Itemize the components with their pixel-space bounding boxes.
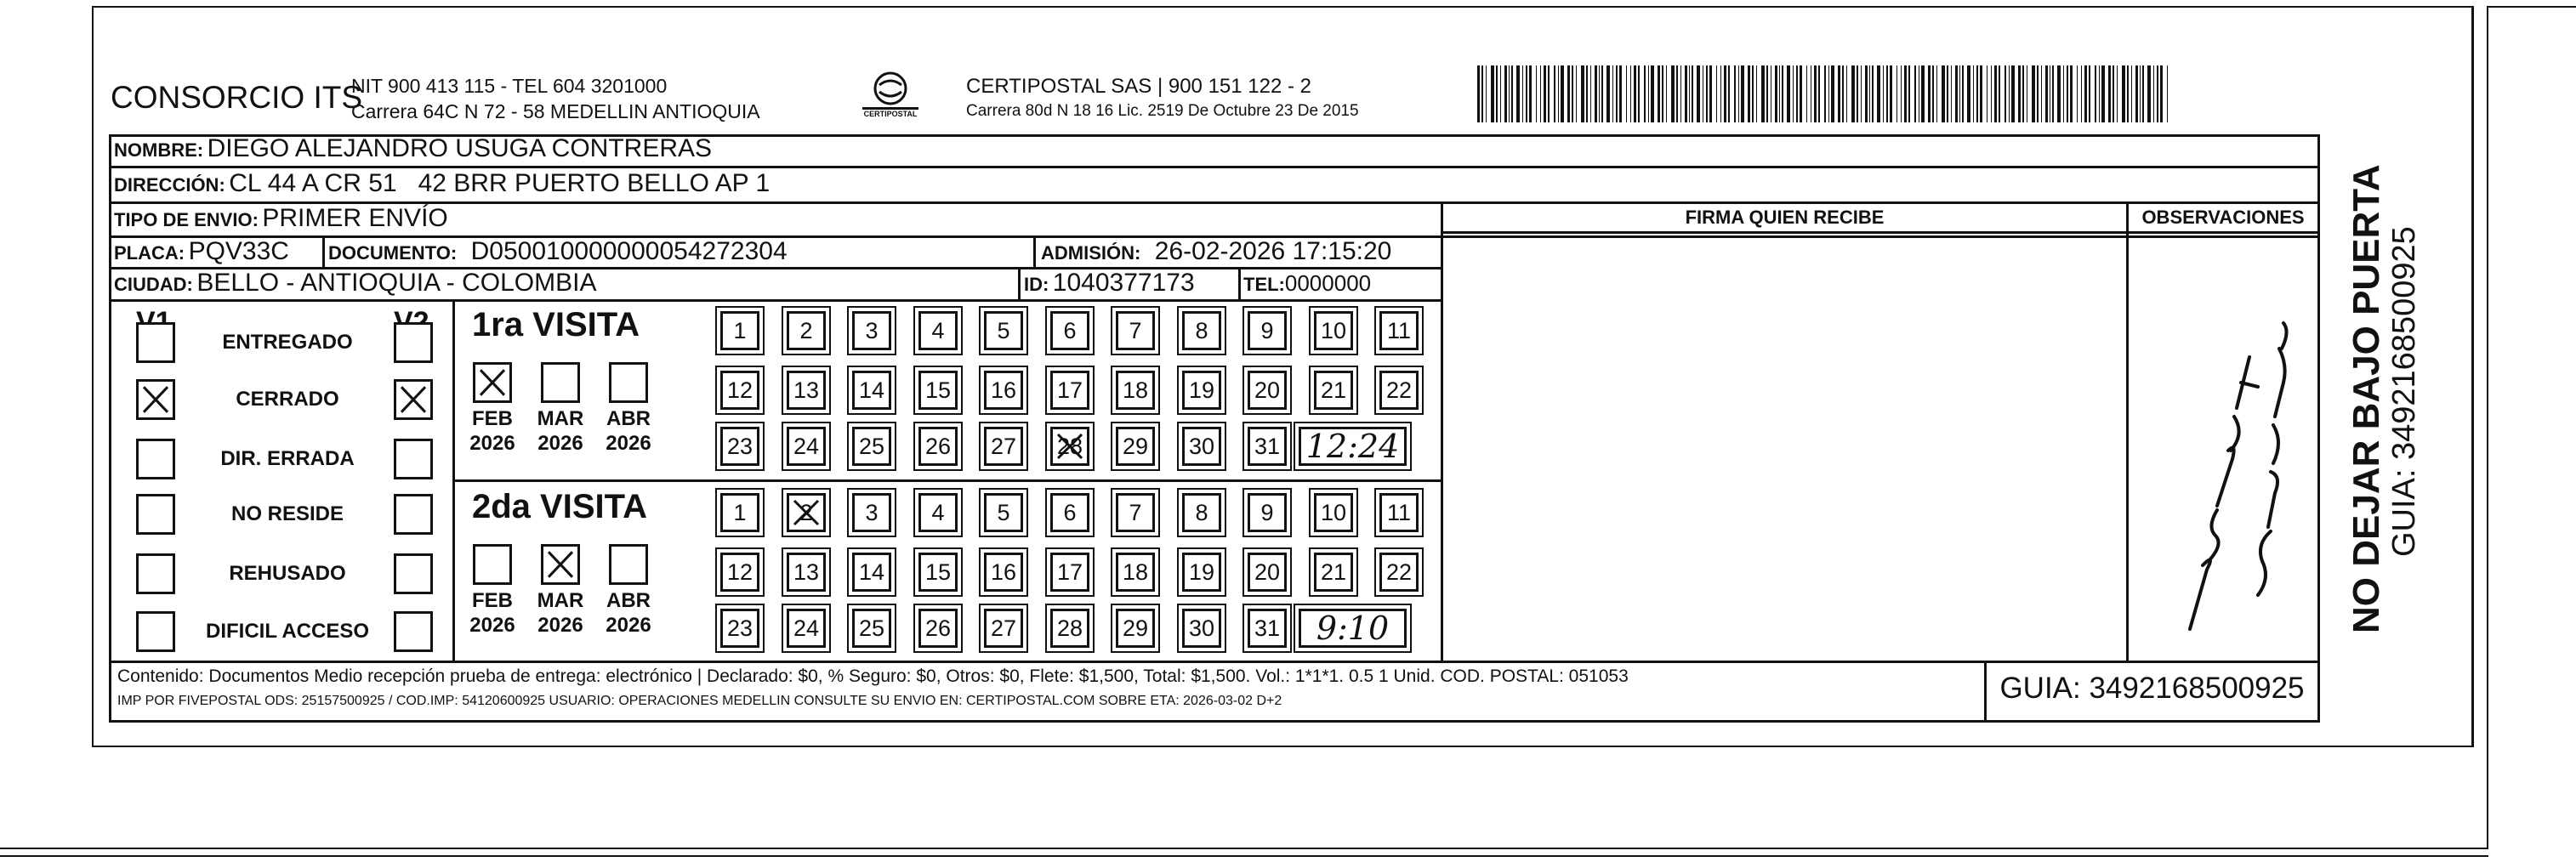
visit1-day-box[interactable] <box>852 371 891 410</box>
visit2-month-checkbox[interactable] <box>473 544 512 585</box>
visit1-day-box[interactable] <box>984 311 1023 350</box>
visit2-day-box[interactable] <box>1248 553 1287 592</box>
month-label: MAR <box>537 589 584 612</box>
day-number: 21 <box>1320 377 1347 403</box>
tel-label: TEL: <box>1243 274 1285 295</box>
visit2-day-box[interactable] <box>720 553 759 592</box>
visit1-day-box[interactable] <box>1182 427 1221 466</box>
day-number: 15 <box>924 559 952 585</box>
year-label: 2026 <box>537 614 583 637</box>
visit1-month-checkbox[interactable] <box>541 362 580 403</box>
visit2-day-box[interactable] <box>720 609 759 648</box>
id-label: ID: <box>1024 274 1049 295</box>
visit1-day-box[interactable] <box>787 311 826 350</box>
v1-checkbox[interactable] <box>136 379 175 420</box>
visit1-day-box[interactable] <box>1248 311 1287 350</box>
v1-checkbox[interactable] <box>136 553 175 594</box>
plate-row <box>114 237 289 266</box>
month-year-label <box>531 588 590 638</box>
admission-value: 26-02-2026 17:15:20 <box>1154 237 1392 265</box>
day-number: 19 <box>1188 559 1215 585</box>
day-number: 12 <box>726 559 753 585</box>
name-value: DIEGO ALEJANDRO USUGA CONTRERAS <box>207 134 713 162</box>
day-number: 29 <box>1122 434 1149 459</box>
contents-line: Contenido: Documentos Medio recepción prueba de entrega: electrónico | Declarado: $0, % Seguro: $0, Otros: $0, Flete: $1,500, Total: $1,500. Vol.: 1*1*1. 0.5 1 Unid. COD. POSTAL: 051053 <box>117 666 1629 686</box>
day-number: 25 <box>858 615 885 641</box>
day-number: 23 <box>726 615 753 641</box>
v2-checkbox[interactable] <box>394 379 433 420</box>
day-number: 20 <box>1254 377 1281 403</box>
day-number: 14 <box>858 559 885 585</box>
visit2-day-box[interactable] <box>1314 493 1353 532</box>
v1-checkbox[interactable] <box>136 611 175 652</box>
day-number: 17 <box>1056 377 1083 403</box>
page-bottom-line <box>0 848 2488 849</box>
table-line-city <box>109 299 1443 302</box>
visit2-day-box[interactable] <box>1248 493 1287 532</box>
city-row <box>114 269 596 298</box>
day-number: 13 <box>793 377 820 403</box>
x-mark-icon <box>139 382 173 417</box>
v2-checkbox[interactable] <box>394 322 433 363</box>
visit1-day-box[interactable] <box>1116 311 1155 350</box>
v2-checkbox[interactable] <box>394 439 433 479</box>
month-year-label <box>599 588 658 638</box>
document-value: D050010000000054272304 <box>470 237 788 265</box>
day-number: 2 <box>799 318 813 343</box>
month-label: MAR <box>537 407 584 430</box>
day-number: 27 <box>990 615 1017 641</box>
day-number: 1 <box>733 500 747 525</box>
day-number: 23 <box>726 434 753 459</box>
day-number: 3 <box>865 318 879 343</box>
day-number: 17 <box>1056 559 1083 585</box>
day-number: 16 <box>990 377 1017 403</box>
name-label: NOMBRE: <box>114 139 204 161</box>
day-number: 25 <box>858 434 885 459</box>
signature-header: FIRMA QUIEN RECIBE <box>1685 207 1885 228</box>
visit2-day-box[interactable] <box>852 553 891 592</box>
visit1-day-box[interactable] <box>984 371 1023 410</box>
x-mark-icon <box>1053 429 1087 463</box>
visit2-day-box[interactable] <box>1182 553 1221 592</box>
v1-checkbox[interactable] <box>136 322 175 363</box>
handwritten-time: 12:24 <box>1305 428 1400 465</box>
month-year-label <box>531 406 590 456</box>
visit2-day-box[interactable] <box>1116 553 1155 592</box>
visit1-day-box[interactable] <box>918 311 958 350</box>
month-label: FEB <box>472 407 513 430</box>
day-number: 15 <box>924 377 952 403</box>
admission-row <box>1041 237 1391 266</box>
address-label: DIRECCIÓN: <box>114 174 225 196</box>
visit1-day-box[interactable] <box>1379 311 1419 350</box>
x-mark-icon <box>789 496 823 530</box>
day-number: 6 <box>1063 318 1077 343</box>
barcode <box>1477 65 2173 122</box>
table-right <box>2317 134 2320 723</box>
v1-checkbox[interactable] <box>136 494 175 535</box>
tel-value: 0000000 <box>1284 270 1372 296</box>
divider-city-id <box>1018 267 1021 299</box>
table-left <box>109 134 111 723</box>
day-number: 30 <box>1188 615 1215 641</box>
visit1-day-box[interactable] <box>1314 311 1353 350</box>
company-nit-line: NIT 900 413 115 - TEL 604 3201000 <box>351 75 668 97</box>
visit2-day-box[interactable] <box>1050 493 1089 532</box>
plate-label: PLACA: <box>114 242 185 264</box>
day-number: 30 <box>1188 434 1215 459</box>
day-number: 16 <box>990 559 1017 585</box>
visit1-day-box[interactable] <box>720 311 759 350</box>
visit1-time-box[interactable] <box>1299 427 1407 466</box>
day-number: 9 <box>1260 500 1274 525</box>
day-number: 13 <box>793 559 820 585</box>
day-number: 20 <box>1254 559 1281 585</box>
day-number: 10 <box>1320 318 1347 343</box>
visit2-day-box[interactable] <box>1116 493 1155 532</box>
visit1-day-box[interactable] <box>787 427 826 466</box>
visit1-day-box[interactable] <box>1050 371 1089 410</box>
frame-left <box>92 6 94 747</box>
day-number: 7 <box>1129 318 1142 343</box>
tel-row <box>1243 270 1371 297</box>
visit2-day-box[interactable] <box>1379 553 1419 592</box>
visit2-day-box[interactable] <box>852 493 891 532</box>
signature-header-line <box>1441 231 2320 234</box>
divider-doc-admission <box>1033 235 1036 268</box>
admission-label: ADMISIÓN: <box>1041 242 1141 264</box>
day-number: 9 <box>1260 318 1274 343</box>
visit2-day-box[interactable] <box>1050 553 1089 592</box>
visit1-day-box[interactable] <box>918 427 958 466</box>
day-number: 5 <box>997 500 1010 525</box>
id-value: 1040377173 <box>1052 269 1195 297</box>
day-number: 6 <box>1063 500 1077 525</box>
name-row <box>114 134 712 163</box>
visit1-day-box[interactable] <box>720 371 759 410</box>
visit1-day-box[interactable] <box>1182 371 1221 410</box>
visit2-day-box[interactable] <box>1182 493 1221 532</box>
v2-checkbox[interactable] <box>394 553 433 594</box>
status-label: NO RESIDE <box>230 502 344 525</box>
day-number: 28 <box>1056 615 1083 641</box>
logo-caption: CERTIPOSTAL <box>863 110 918 118</box>
visit1-day-box[interactable] <box>1248 371 1287 410</box>
day-number: 26 <box>924 615 952 641</box>
company-address-line: Carrera 64C N 72 - 58 MEDELLIN ANTIOQUIA <box>351 100 760 122</box>
address-value: CL 44 A CR 51 42 BRR PUERTO BELLO AP 1 <box>229 169 771 197</box>
visit1-day-box[interactable] <box>1182 311 1221 350</box>
shipment-type-row <box>114 204 448 233</box>
page-edge-right <box>2487 6 2488 848</box>
visit1-day-box[interactable] <box>720 427 759 466</box>
carrier-license-line: Carrera 80d N 18 16 Lic. 2519 De Octubre 23 De 2015 <box>966 102 1359 120</box>
visit2-day-box[interactable] <box>918 553 958 592</box>
day-number: 4 <box>931 318 945 343</box>
visit2-day-box[interactable] <box>918 493 958 532</box>
day-number: 19 <box>1188 377 1215 403</box>
observations-header: OBSERVACIONES <box>2141 207 2305 228</box>
day-number: 22 <box>1385 559 1413 585</box>
day-number: 27 <box>990 434 1017 459</box>
day-number: 26 <box>924 434 952 459</box>
visit2-month-checkbox[interactable] <box>609 544 648 585</box>
visit1-day-box[interactable] <box>1248 427 1287 466</box>
visit2-day-box[interactable] <box>1182 609 1221 648</box>
status-label: REHUSADO <box>229 562 346 585</box>
month-label: ABR <box>606 589 651 612</box>
month-label: ABR <box>606 407 651 430</box>
guia-box: GUIA: 3492168500925 <box>1999 672 2305 705</box>
day-number: 8 <box>1195 500 1208 525</box>
page-bottom-line-2 <box>0 855 2488 857</box>
day-number: 12 <box>726 377 753 403</box>
visit1-month-checkbox[interactable] <box>473 362 512 403</box>
status-label: DIR. ERRADA <box>220 447 355 470</box>
day-number: 14 <box>858 377 885 403</box>
visit2-title: 2da VISITA <box>472 488 647 525</box>
month-year-label <box>463 588 522 638</box>
visit2-day-box[interactable] <box>720 493 759 532</box>
carrier-name-line: CERTIPOSTAL SAS | 900 151 122 - 2 <box>966 75 1311 98</box>
year-label: 2026 <box>537 432 583 455</box>
day-number: 21 <box>1320 559 1347 585</box>
day-number: 31 <box>1254 434 1281 459</box>
document-row <box>328 237 788 266</box>
day-number: 22 <box>1385 377 1413 403</box>
side-instruction: NO DEJAR BAJO PUERTA <box>2346 164 2387 633</box>
day-number: 3 <box>865 500 879 525</box>
day-number: 5 <box>997 318 1010 343</box>
handwritten-time: 9:10 <box>1316 610 1390 647</box>
visit1-day-box[interactable] <box>1314 371 1353 410</box>
year-label: 2026 <box>469 432 515 455</box>
day-number: 18 <box>1122 377 1149 403</box>
page-edge-top <box>2487 6 2576 8</box>
visit1-day-box[interactable] <box>1116 371 1155 410</box>
divider-observations <box>2126 201 2129 663</box>
visit2-day-box[interactable] <box>1050 609 1089 648</box>
visit1-day-box[interactable] <box>787 371 826 410</box>
visit2-day-box[interactable] <box>1379 493 1419 532</box>
document-label: DOCUMENTO: <box>328 242 458 264</box>
table-line-name <box>109 166 2320 168</box>
year-label: 2026 <box>469 614 515 637</box>
status-label: ENTREGADO <box>222 331 353 354</box>
day-number: 10 <box>1320 500 1347 525</box>
certipostal-logo <box>857 70 924 121</box>
visit2-time-box[interactable] <box>1299 609 1407 648</box>
day-number: 4 <box>931 500 945 525</box>
x-mark-icon <box>543 547 577 582</box>
visit1-day-box[interactable] <box>1116 427 1155 466</box>
visit2-day-box[interactable] <box>787 553 826 592</box>
day-number: 11 <box>1386 500 1412 525</box>
handwritten-observation <box>2156 289 2292 646</box>
visit1-day-box[interactable] <box>1050 427 1089 466</box>
divider-signature <box>1441 201 1443 663</box>
visit2-day-box[interactable] <box>1116 609 1155 648</box>
visit2-day-box[interactable] <box>918 609 958 648</box>
side-guia: GUIA: 3492168500925 <box>2386 226 2422 557</box>
divider-visit1-visit2 <box>452 479 1441 482</box>
day-number: 29 <box>1122 615 1149 641</box>
frame-right <box>2471 6 2474 747</box>
table-line-footer <box>109 661 2320 663</box>
id-row <box>1024 269 1195 298</box>
x-mark-icon <box>396 382 430 417</box>
visit1-day-box[interactable] <box>852 311 891 350</box>
month-year-label <box>463 406 522 456</box>
company-name: CONSORCIO ITS <box>111 80 363 115</box>
visit2-day-box[interactable] <box>984 553 1023 592</box>
status-label: DIFICIL ACCESO <box>205 620 369 643</box>
day-number: 24 <box>793 615 820 641</box>
city-value: BELLO - ANTIOQUIA - COLOMBIA <box>196 269 597 297</box>
divider-plate-doc <box>322 235 325 268</box>
visit2-day-box[interactable] <box>984 493 1023 532</box>
city-label: CIUDAD: <box>114 274 193 295</box>
day-number: 2 <box>799 500 813 525</box>
visit1-day-box[interactable] <box>1379 371 1419 410</box>
status-label: CERRADO <box>236 388 339 411</box>
visit2-day-box[interactable] <box>984 609 1023 648</box>
day-number: 18 <box>1122 559 1149 585</box>
visit2-day-box[interactable] <box>852 609 891 648</box>
day-number: 31 <box>1254 615 1281 641</box>
shipment-type-label: TIPO DE ENVIO: <box>114 209 259 230</box>
visit1-day-box[interactable] <box>984 427 1023 466</box>
frame-bottom <box>92 746 2473 747</box>
visit1-day-box[interactable] <box>1050 311 1089 350</box>
visit2-day-box[interactable] <box>787 609 826 648</box>
visit2-day-box[interactable] <box>1248 609 1287 648</box>
year-label: 2026 <box>606 614 651 637</box>
visit1-month-checkbox[interactable] <box>609 362 648 403</box>
address-row <box>114 169 770 198</box>
day-number: 7 <box>1129 500 1142 525</box>
month-year-label <box>599 406 658 456</box>
v1-checkbox[interactable] <box>136 439 175 479</box>
shipment-type-value: PRIMER ENVÍO <box>262 204 448 232</box>
day-number: 8 <box>1195 318 1208 343</box>
visit2-day-box[interactable] <box>787 493 826 532</box>
day-number: 11 <box>1386 318 1412 343</box>
divider-id-tel <box>1238 267 1241 299</box>
day-number: 24 <box>793 434 820 459</box>
visit1-title: 1ra VISITA <box>472 306 640 343</box>
visit2-day-box[interactable] <box>1314 553 1353 592</box>
v2-checkbox[interactable] <box>394 611 433 652</box>
day-number: 28 <box>1056 434 1083 459</box>
plate-value: PQV33C <box>188 237 289 265</box>
visit1-day-box[interactable] <box>852 427 891 466</box>
visit2-month-checkbox[interactable] <box>541 544 580 585</box>
x-mark-icon <box>475 365 509 400</box>
day-number: 1 <box>733 318 747 343</box>
year-label: 2026 <box>606 432 651 455</box>
v2-checkbox[interactable] <box>394 494 433 535</box>
month-label: FEB <box>472 589 513 612</box>
visit1-day-box[interactable] <box>918 371 958 410</box>
frame-top <box>92 6 2473 8</box>
imp-line: IMP POR FIVEPOSTAL ODS: 25157500925 / COD.IMP: 54120600925 USUARIO: OPERACIONES MEDELLIN CONSULTE SU ENVIO EN: CERTIPOSTAL.COM SOBRE ETA: 2026-03-02 D+2 <box>117 694 1282 708</box>
table-line-bottom <box>109 720 2320 723</box>
